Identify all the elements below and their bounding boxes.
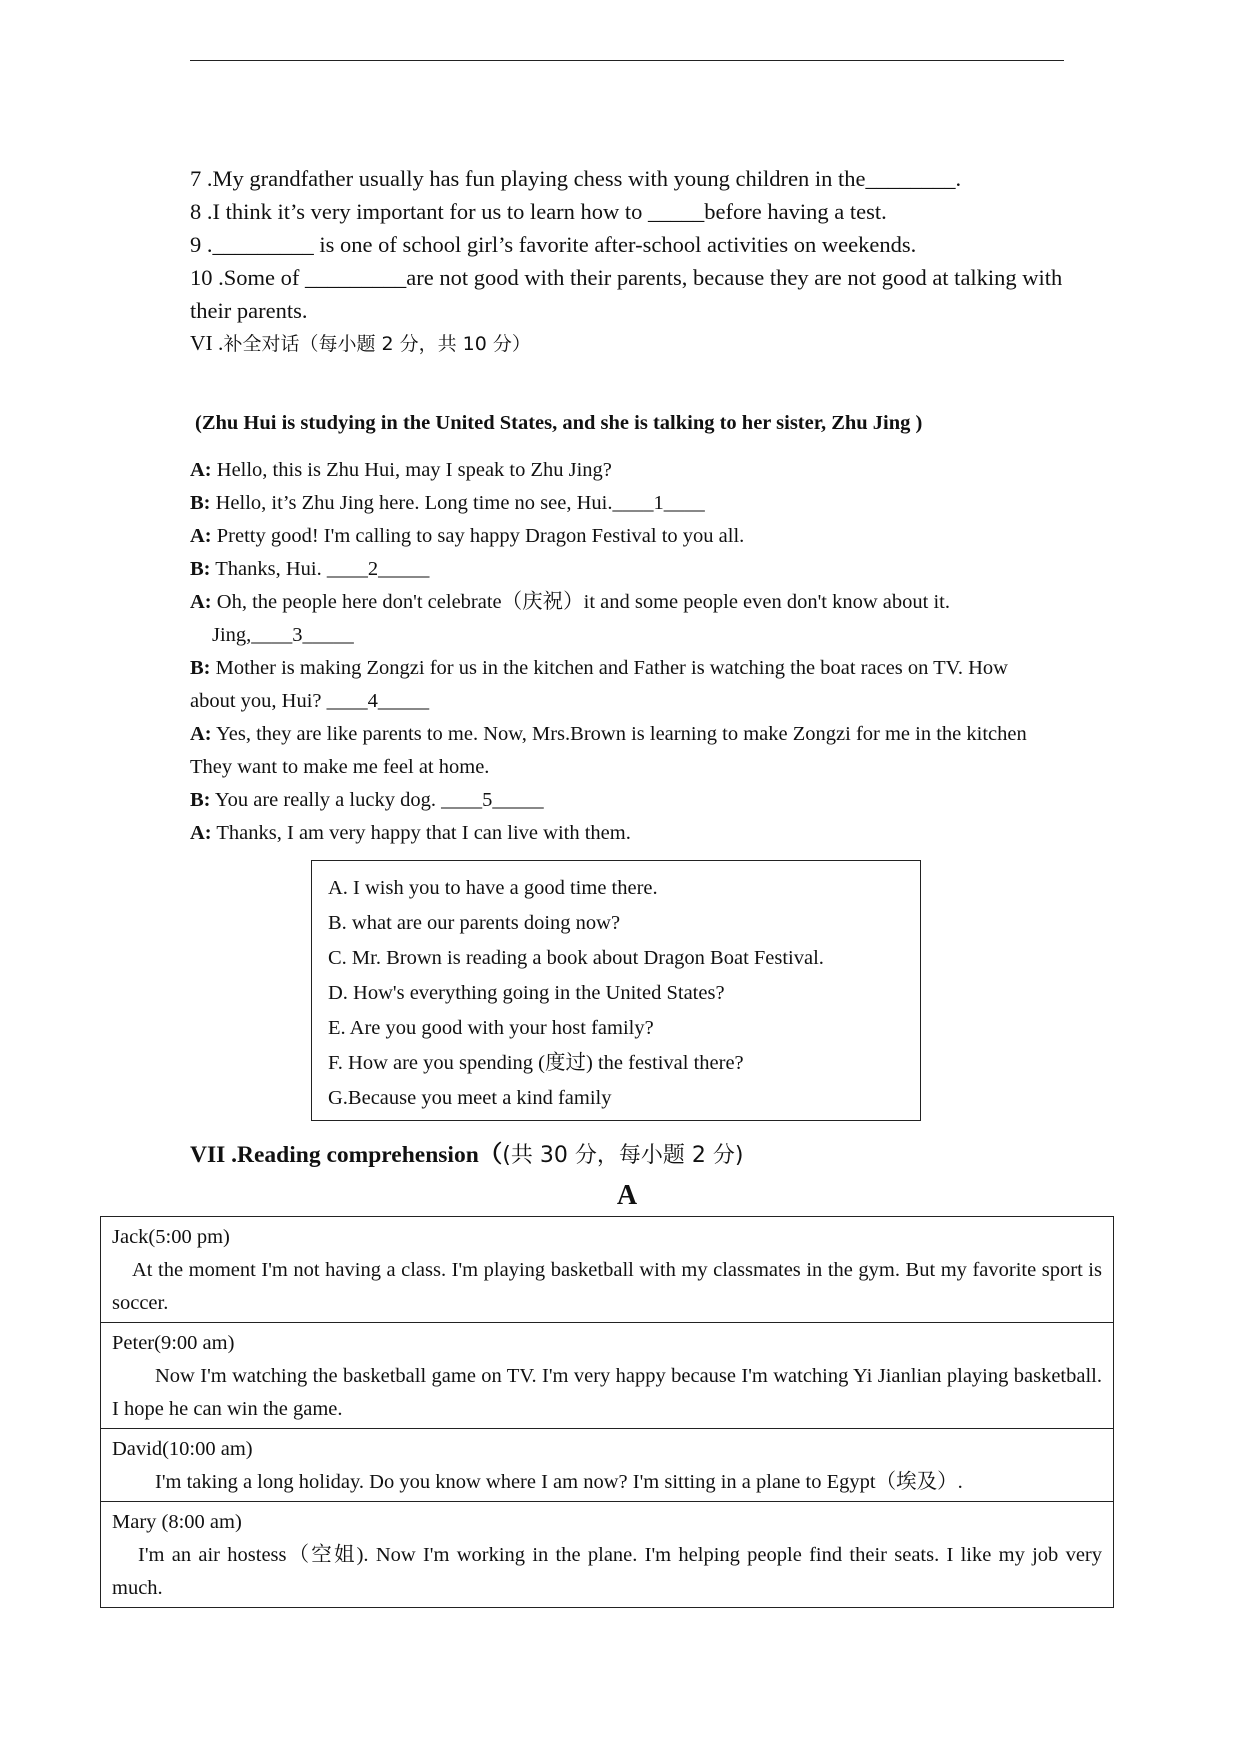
dialogue-text: Pretty good! I'm calling to say happy Dragon Festival to you all. [211, 525, 745, 547]
section-6-prefix: VI . [190, 331, 224, 355]
option-b: B. what are our parents doing now? [328, 912, 621, 934]
dialogue-line-6 [190, 619, 1040, 652]
dialogue-text: Hello, this is Zhu Hui, may I speak to Zhu Jing? [211, 459, 612, 481]
option-c: C. Mr. Brown is reading a book about Dragon Boat Festival. [328, 947, 824, 969]
dialogue-line-3 [190, 520, 1040, 553]
table-cell [101, 1323, 1114, 1429]
part-a-label: A [616, 1180, 638, 1211]
options-box [311, 860, 921, 1121]
section-7-title-cn: (共 30 分，每小题 2 分) [502, 1143, 744, 1168]
section-6-title [190, 327, 1070, 361]
dialogue-line-10 [190, 817, 1040, 850]
reading-text: Now I'm watching the basketball game on TV. I'm very happy because I'm watching Yi Jianlian playing basketball. I hope he can win the game. [112, 1365, 1102, 1420]
dialogue-text: Mother is making Zongzi for us in the kitchen and Father is watching the boat races on TV. How about you, Hui? ____4_____ [190, 657, 1014, 712]
dialogue-text: Thanks, Hui. ____2_____ [210, 558, 430, 580]
question-9: 9 ._________ is one of school girl’s favorite after-school activities on weekends. [190, 232, 917, 257]
dialogue-line-8 [190, 718, 1040, 784]
table-row [101, 1217, 1114, 1323]
dialogue-text: Jing,____3_____ [212, 624, 354, 646]
reading-text: At the moment I'm not having a class. I'm playing basketball with my classmates in the gym. But my favorite sport is soccer. [112, 1259, 1102, 1314]
speaker-label: A: [190, 525, 212, 547]
table-row [101, 1502, 1114, 1608]
question-10: 10 .Some of _________are not good with their parents, because they are not good at talking with their parents. [190, 265, 1068, 323]
reading-table [100, 1216, 1114, 1608]
reading-name: Mary (8:00 am) [112, 1511, 242, 1533]
table-row [101, 1429, 1114, 1502]
section-7-title-en: VII .Reading comprehension（ [190, 1142, 503, 1168]
option-f: F. How are you spending (度过) the festival there? [328, 1052, 744, 1074]
table-cell [101, 1217, 1114, 1323]
dialogue-line-9 [190, 784, 1040, 817]
section-6-title-cn: 补全对话（每小题 2 分，共 10 分） [223, 333, 531, 355]
speaker-label: A: [190, 459, 212, 481]
reading-text: I'm an air hostess（空姐). Now I'm working in the plane. I'm helping people find their seats. I like my job very much. [112, 1544, 1102, 1599]
speaker-label: A: [190, 822, 212, 844]
speaker-label: B: [190, 789, 211, 811]
reading-name: David(10:00 am) [112, 1438, 253, 1460]
dialogue-text: Hello, it’s Zhu Jing here. Long time no see, Hui.____1____ [210, 492, 705, 514]
dialogue-block [190, 454, 1040, 850]
dialogue-line-5 [190, 586, 1040, 619]
question-7: 7 .My grandfather usually has fun playing chess with young children in the________. [190, 166, 962, 191]
reading-text: I'm taking a long holiday. Do you know where I am now? I'm sitting in a plane to Egypt（埃及）. [155, 1471, 963, 1493]
speaker-label: A: [190, 723, 212, 745]
dialogue-text: Yes, they are like parents to me. Now, Mrs.Brown is learning to make Zongzi for me in the kitchen They want to make me feel at home. [190, 723, 1032, 778]
dialogue-line-4 [190, 553, 1040, 586]
speaker-label: B: [190, 492, 211, 514]
reading-name: Jack(5:00 pm) [112, 1226, 230, 1248]
option-a: A. I wish you to have a good time there. [328, 877, 658, 899]
questions-block [190, 162, 1070, 361]
header-rule [190, 60, 1064, 61]
option-g: G.Because you meet a kind family [328, 1087, 612, 1109]
dialogue-text: Thanks, I am very happy that I can live with them. [211, 822, 631, 844]
option-e: E. Are you good with your host family? [328, 1017, 654, 1039]
table-row [101, 1323, 1114, 1429]
speaker-label: A: [190, 591, 212, 613]
speaker-label: B: [190, 558, 211, 580]
table-cell [101, 1502, 1114, 1608]
speaker-label: B: [190, 657, 211, 679]
dialogue-line-1 [190, 454, 1040, 487]
question-8: 8 .I think it’s very important for us to learn how to _____before having a test. [190, 199, 887, 224]
section-7-title [190, 1135, 743, 1169]
dialogue-line-2 [190, 487, 1040, 520]
table-cell [101, 1429, 1114, 1502]
dialogue-text: You are really a lucky dog. ____5_____ [210, 789, 544, 811]
dialogue-intro: (Zhu Hui is studying in the United States, and she is talking to her sister, Zhu Jing ) [195, 412, 923, 434]
dialogue-text: Oh, the people here don't celebrate（庆祝）it and some people even don't know about it. [211, 591, 950, 613]
dialogue-line-7 [190, 652, 1040, 718]
reading-name: Peter(9:00 am) [112, 1332, 235, 1354]
option-d: D. How's everything going in the United States? [328, 982, 725, 1004]
